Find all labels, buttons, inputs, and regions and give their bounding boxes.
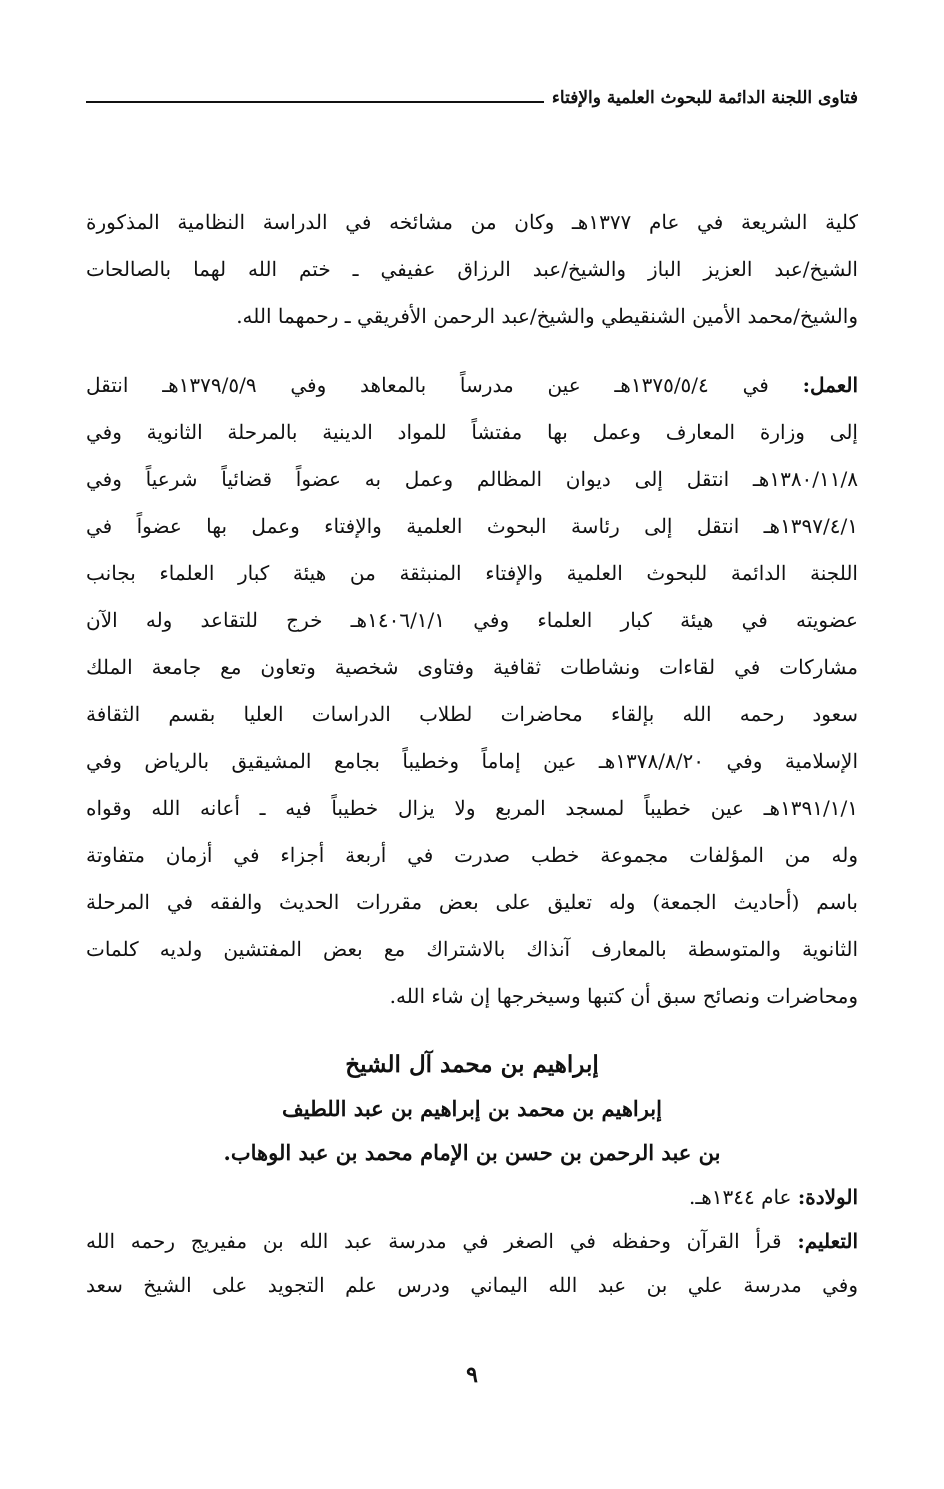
work-first-line: في ١٣٧٥/٥/٤هـ عين مدرساً بالمعاهد وفي ١٣٧٩/٥/٩هـ انتقل (86, 373, 803, 397)
education-line (86, 1219, 858, 1263)
paragraph-line: ١٣٨٠/١١/٨هـ انتقل إلى ديوان المظالم وعمل به عضواً قضائياً شرعياً وفي (86, 467, 858, 491)
paragraph-line: وله من المؤلفات مجموعة خطب صدرت في أربعة أجزاء في أزمان متفاوتة (86, 843, 858, 867)
work-paragraph (86, 362, 858, 1020)
paragraph-line: والشيخ/محمد الأمين الشنقيطي والشيخ/عبد الرحمن الأفريقي ـ رحمهما الله. (236, 304, 858, 328)
paragraph-line: سعود رحمه الله بإلقاء محاضرات لطلاب الدراسات العليا بقسم الثقافة (86, 702, 858, 726)
header-rule (86, 101, 544, 103)
intro-paragraph (86, 199, 858, 340)
education-line: وفي مدرسة علي بن عبد الله اليماني ودرس علم التجويد على الشيخ سعد (86, 1273, 858, 1297)
paragraph-line: باسم (أحاديث الجمعة) وله تعليق على بعض مقررات الحديث والفقه في المرحلة (86, 890, 858, 914)
paragraph-line (86, 362, 858, 409)
paragraph-line: مشاركات في لقاءات ونشاطات ثقافية وفتاوى شخصية وتعاون مع جامعة الملك (86, 655, 858, 679)
page-number: ٩ (466, 1362, 478, 1388)
education-label: التعليم: (797, 1229, 858, 1253)
education-text: قرأ القرآن وحفظه في الصغر في مدرسة عبد الله بن مفيريج رحمه الله (86, 1229, 798, 1253)
paragraph-line: الشيخ/عبد العزيز الباز والشيخ/عبد الرزاق عفيفي ـ ختم الله لهما بالصالحات (86, 257, 858, 281)
paragraph-line: عضويته في هيئة كبار العلماء وفي ١٤٠٦/١/١هـ خرج للتقاعد وله الآن (86, 608, 858, 632)
paragraph-line: كلية الشريعة في عام ١٣٧٧هـ وكان من مشائخه في الدراسة النظامية المذكورة (86, 210, 858, 234)
biography-section (86, 1043, 858, 1307)
biography-title: إبراهيم بن محمد آل الشيخ (345, 1051, 599, 1078)
paragraph-line: إلى وزارة المعارف وعمل بها مفتشاً للمواد الدينية بالمرحلة الثانوية وفي (86, 420, 858, 444)
header-title: فتاوى اللجنة الدائمة للبحوث العلمية والإفتاء (551, 88, 858, 108)
full-name-line: بن عبد الرحمن بن حسن بن الإمام محمد بن عبد الوهاب. (223, 1140, 721, 1165)
paragraph-line: اللجنة الدائمة للبحوث العلمية والإفتاء المنبثقة من هيئة كبار العلماء بجانب (86, 561, 858, 585)
paragraph-line: الثانوية والمتوسطة بالمعارف آنذاك بالاشتراك مع بعض المفتشين ولديه كلمات (86, 937, 858, 961)
paragraph-line: الإسلامية وفي ١٣٧٨/٨/٢٠هـ عين إماماً وخطيباً بجامع المشيقيق بالرياض وفي (86, 749, 858, 773)
birth-line (86, 1175, 858, 1219)
paragraph-line: ومحاضرات ونصائح سبق أن كتبها وسيخرجها إن شاء الله. (389, 984, 858, 1008)
paragraph-line: ١٣٩١/١/١هـ عين خطيباً لمسجد المربع ولا يزال خطيباً فيه ـ أعانه الله وقواه (86, 796, 858, 820)
full-name-line: إبراهيم بن محمد بن إبراهيم بن عبد اللطيف (282, 1096, 662, 1121)
work-label: العمل: (802, 373, 858, 397)
birth-label: الولادة: (797, 1185, 858, 1209)
birth-value: عام ١٣٤٤هـ. (688, 1185, 798, 1209)
paragraph-line: ١٣٩٧/٤/١هـ انتقل إلى رئاسة البحوث العلمية والإفتاء وعمل بها عضواً في (86, 514, 858, 538)
running-header (86, 88, 858, 108)
